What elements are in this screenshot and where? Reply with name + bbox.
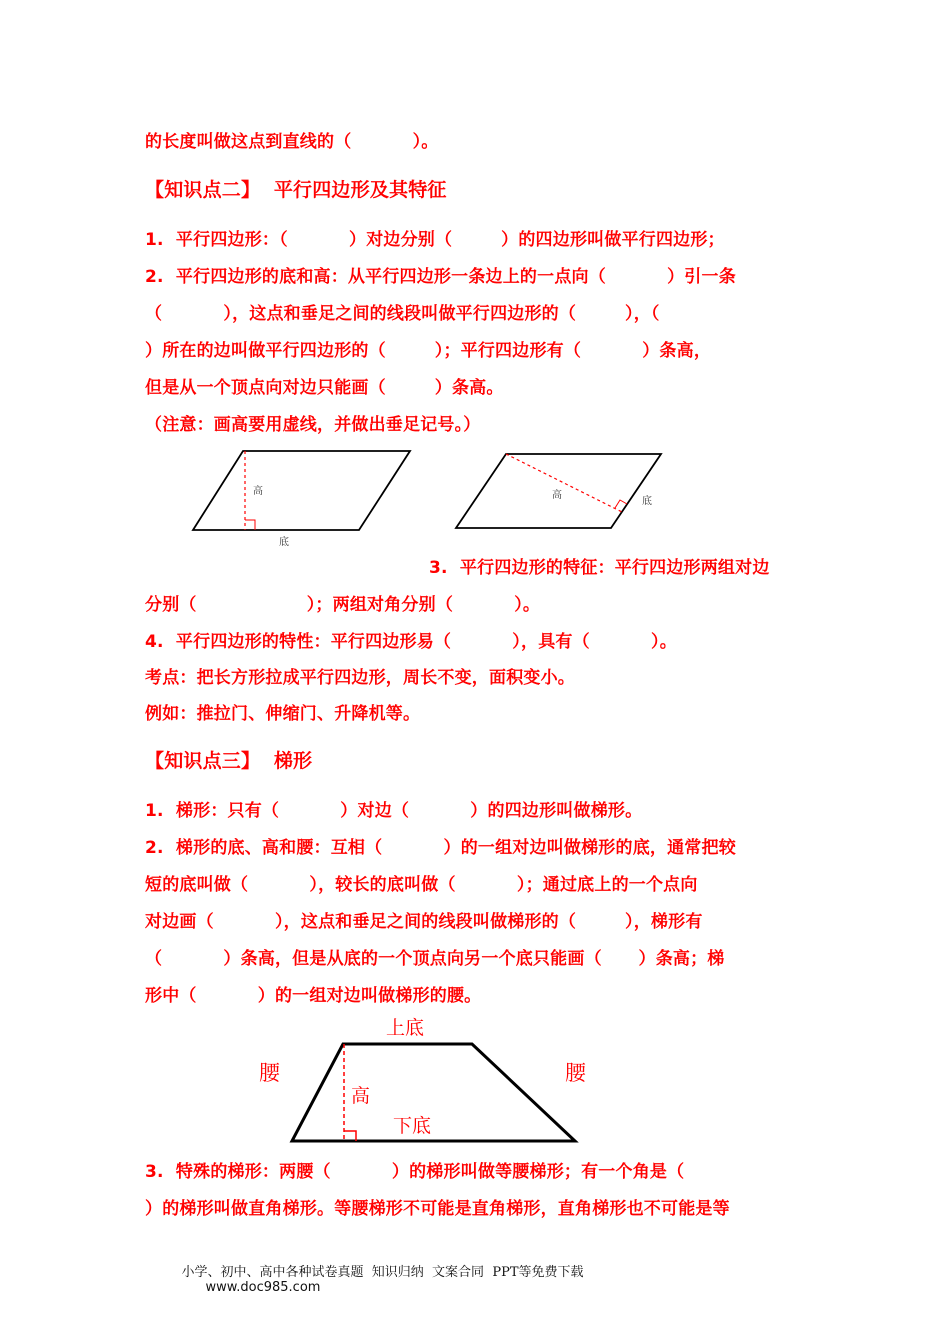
text-line: 考点：把长方形拉成平行四边形，周长不变，面积变小。	[145, 668, 575, 688]
text-line: 短的底叫做（ ），较长的底叫做（ ）；通过底上的一个点向	[145, 875, 698, 895]
bottom-base-label: 下底	[393, 1115, 432, 1137]
top-base-label: 上底	[386, 1017, 425, 1039]
text-line: ）所在的边叫做平行四边形的（ ）；平行四边形有（ ）条高，	[145, 341, 712, 361]
text-line: ）的梯形叫做直角梯形。等腰梯形不可能是直角梯形，直角梯形也不可能是等	[145, 1199, 730, 1219]
text-line: 但是从一个顶点向对边只能画（ ）条高。	[145, 378, 504, 398]
text-line: 2. 梯形的底、高和腰：互相（ ）的一组对边叫做梯形的底，通常把较	[145, 838, 736, 858]
text-line: 对边画（ ），这点和垂足之间的线段叫做梯形的（ ），梯形有	[145, 912, 703, 932]
text-line: （ ）条高，但是从底的一个顶点向另一个底只能画（ ）条高；梯	[145, 949, 725, 969]
height-label: 高	[552, 490, 562, 501]
trapezoid-figure	[250, 1010, 595, 1150]
section-heading-3: 【知识点三】 梯形	[145, 750, 313, 772]
text-line: 3. 特殊的梯形：两腰（ ）的梯形叫做等腰梯形；有一个角是（	[145, 1162, 685, 1182]
text-line: 1. 梯形：只有（ ）对边（ ）的四边形叫做梯形。	[145, 801, 643, 821]
parallelogram-shape	[193, 451, 410, 530]
page-footer	[165, 1246, 584, 1310]
text-line: 2. 平行四边形的底和高：从平行四边形一条边上的一点向（ ）引一条	[145, 267, 736, 287]
parallelogram-figure-1	[185, 445, 420, 550]
text-line: 4. 平行四边形的特性：平行四边形易（ ），具有（ ）。	[145, 632, 677, 652]
text-line: 形中（ ）的一组对边叫做梯形的腰。	[145, 986, 482, 1006]
base-label: 底	[279, 537, 289, 548]
height-dashed-line	[506, 454, 622, 512]
text-line: 1. 平行四边形：（ ）对边分别（ ）的四边形叫做平行四边形；	[145, 230, 725, 250]
left-leg-label: 腰	[259, 1061, 280, 1085]
right-angle-mark	[245, 520, 255, 530]
text-line: 3. 平行四边形的特征：平行四边形两组对边	[429, 558, 770, 578]
note-line: （注意：画高要用虚线，并做出垂足记号。）	[145, 415, 481, 435]
text-line: 的长度叫做这点到直线的（ ）。	[145, 132, 439, 152]
text-line: 例如：推拉门、伸缩门、升降机等。	[145, 704, 421, 724]
height-label: 高	[253, 486, 263, 497]
footer-text: 小学、初中、高中各种试卷真题 知识归纳 文案合同 PPT等免费下载	[181, 1265, 584, 1280]
trapezoid-shape	[292, 1044, 575, 1141]
section-heading-2: 【知识点二】 平行四边形及其特征	[145, 179, 447, 201]
height-label: 高	[351, 1085, 371, 1107]
parallelogram-figure-2	[450, 448, 670, 538]
right-leg-label: 腰	[565, 1061, 586, 1085]
text-line: （ ），这点和垂足之间的线段叫做平行四边形的（ ），（	[145, 304, 660, 324]
base-label: 底	[642, 496, 652, 507]
footer-url[interactable]: www.doc985.com	[205, 1280, 321, 1295]
text-line: 分别（ ）；两组对角分别（ ）。	[145, 595, 541, 615]
